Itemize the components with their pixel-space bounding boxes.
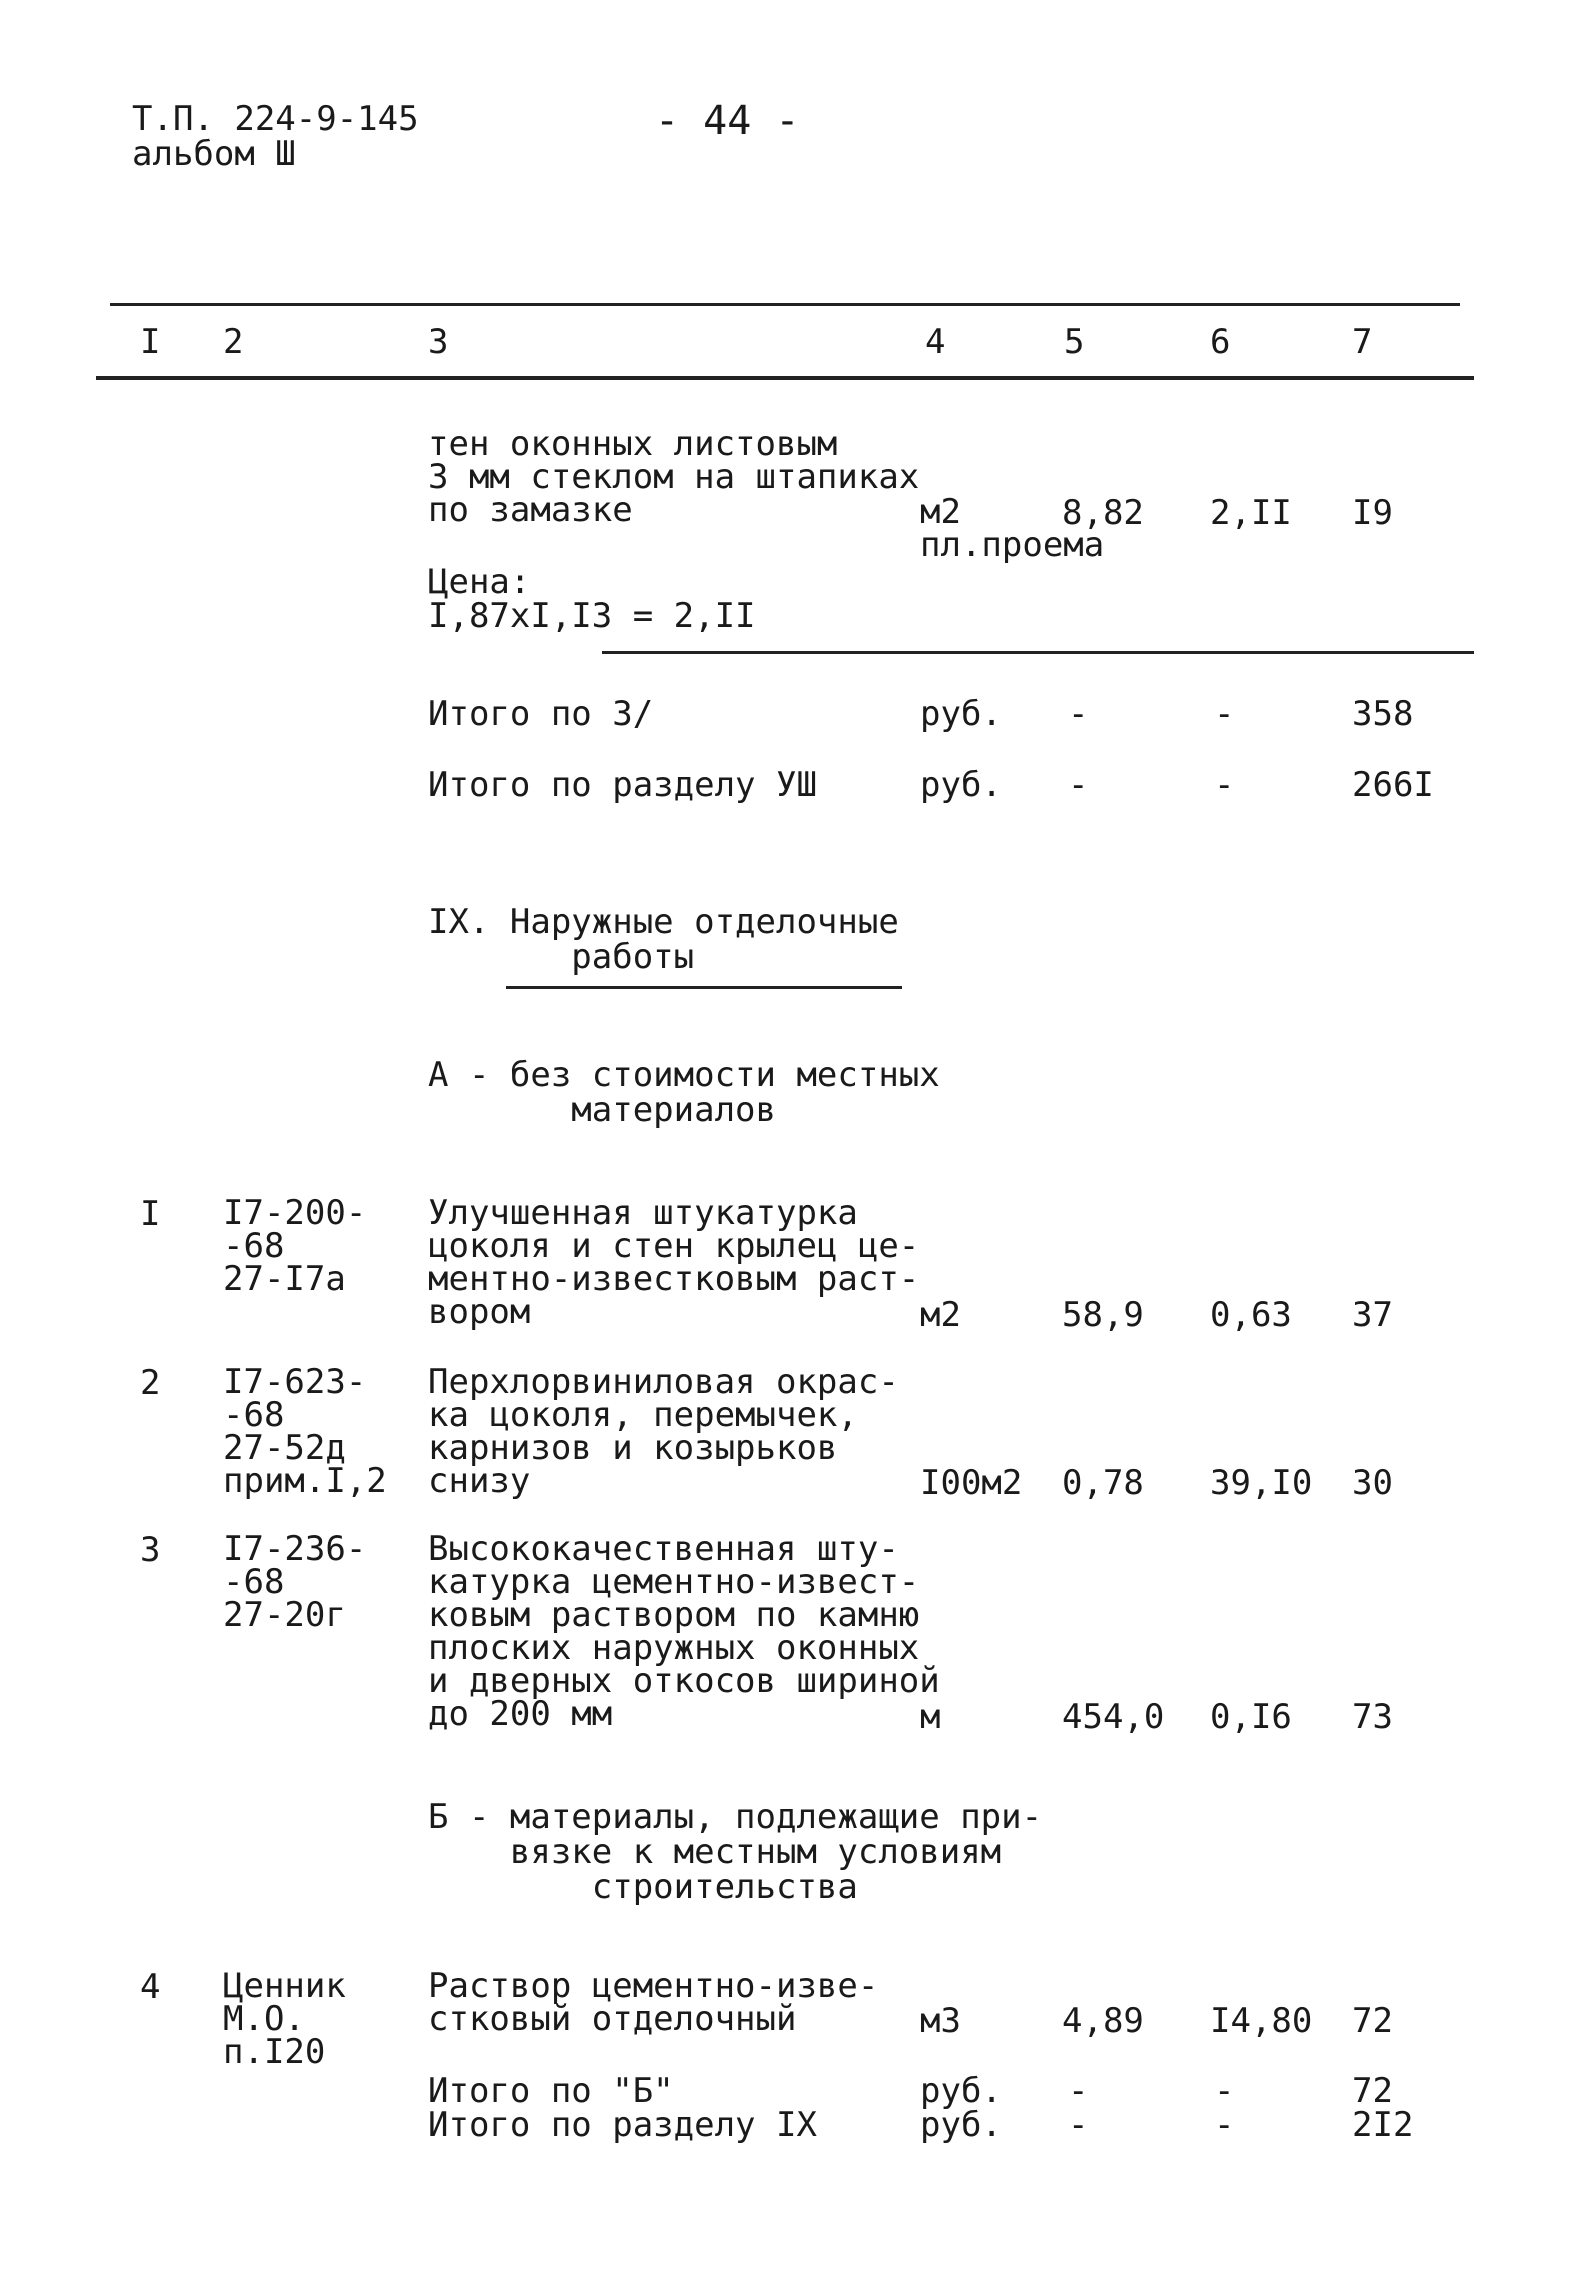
- continued-item-text: тен оконных листовым 3 мм стеклом на штапиках по замазке: [428, 424, 920, 530]
- total-section-9-label: Итого по разделу IX: [428, 2105, 817, 2145]
- row-1-code: I7-200- -68 27-I7a: [223, 1193, 367, 1299]
- row-3-text: Высококачественная шту- катурка цементно-извест- ковым раствором по камню плоских наружных оконных и дверных откосов шириной до 200 мм: [428, 1529, 940, 1734]
- column-header-2: 2: [223, 322, 244, 362]
- row-4-code: Ценник М.О. п.I20: [223, 1966, 346, 2072]
- row-3-unit: м: [920, 1697, 941, 1737]
- total-b-qty: -: [1068, 2071, 1089, 2111]
- row-4-qty: 4,89: [1062, 2001, 1144, 2041]
- album-label: альбом Ш: [132, 134, 296, 174]
- row-3-price: 0,I6: [1210, 1697, 1292, 1737]
- total-section-9-qty: -: [1068, 2105, 1089, 2145]
- total-b-unit: руб.: [920, 2071, 1002, 2111]
- total-b-price: -: [1214, 2071, 1235, 2111]
- total-3-value: 358: [1352, 694, 1414, 734]
- column-header-3: 3: [428, 322, 449, 362]
- row-3-qty: 454,0: [1062, 1697, 1165, 1737]
- total-section-8-qty: -: [1068, 765, 1089, 805]
- table-top-rule: [110, 303, 1460, 306]
- row-2-total: 30: [1352, 1463, 1393, 1503]
- continued-item-total: I9: [1352, 493, 1393, 533]
- column-header-7: 7: [1352, 322, 1373, 362]
- row-2-text: Перхлорвиниловая окрас- ка цоколя, перемычек, карнизов и козырьков снизу: [428, 1362, 899, 1501]
- column-header-4: 4: [925, 322, 946, 362]
- total-section-8-value: 266I: [1352, 765, 1434, 805]
- total-3-price: -: [1214, 694, 1235, 734]
- total-b-value: 72: [1352, 2071, 1393, 2111]
- row-2-unit: I00м2: [920, 1463, 1023, 1503]
- column-header-5: 5: [1064, 322, 1085, 362]
- page-number: - 44 -: [655, 98, 800, 144]
- row-1-text: Улучшенная штукатурка цоколя и стен крылец це- ментно-известковым раст- вором: [428, 1193, 920, 1332]
- total-section-8-label: Итого по разделу УШ: [428, 765, 817, 805]
- row-1-number: I: [140, 1194, 161, 1234]
- row-4-number: 4: [140, 1967, 161, 2007]
- total-3-qty: -: [1068, 694, 1089, 734]
- column-header-1: I: [140, 322, 161, 362]
- total-section-8-price: -: [1214, 765, 1235, 805]
- section-title-underline: [506, 986, 902, 989]
- total-3-unit: руб.: [920, 694, 1002, 734]
- row-2-code: I7-623- -68 27-52д прим.I,2: [223, 1362, 387, 1501]
- total-section-8-unit: руб.: [920, 765, 1002, 805]
- section-title: IX. Наружные отделочные работы: [428, 902, 899, 977]
- document-reference: Т.П. 224-9-145: [132, 99, 419, 139]
- subsection-b-title: Б - материалы, подлежащие при- вязке к местным условиям строительства: [428, 1797, 1043, 1907]
- total-3-label: Итого по 3/: [428, 694, 654, 734]
- row-1-price: 0,63: [1210, 1295, 1292, 1335]
- table-header-rule: [96, 376, 1474, 380]
- price-formula: I,87xI,I3 = 2,II: [428, 596, 756, 636]
- row-4-price: I4,80: [1210, 2001, 1313, 2041]
- row-4-text: Раствор цементно-изве- стковый отделочный: [428, 1966, 879, 2039]
- subsection-a-title: А - без стоимости местных материалов: [428, 1055, 940, 1130]
- row-3-total: 73: [1352, 1697, 1393, 1737]
- total-section-9-value: 2I2: [1352, 2105, 1414, 2145]
- row-4-unit: м3: [920, 2001, 961, 2041]
- row-1-total: 37: [1352, 1295, 1393, 1335]
- row-2-qty: 0,78: [1062, 1463, 1144, 1503]
- row-2-price: 39,I0: [1210, 1463, 1313, 1503]
- continued-item-unit: м2 пл.проема: [920, 492, 1105, 565]
- row-2-number: 2: [140, 1363, 161, 1403]
- column-header-6: 6: [1210, 322, 1231, 362]
- total-section-9-price: -: [1214, 2105, 1235, 2145]
- total-b-label: Итого по "Б": [428, 2071, 674, 2111]
- row-1-unit: м2: [920, 1295, 961, 1335]
- row-4-total: 72: [1352, 2001, 1393, 2041]
- continued-item-price: 2,II: [1210, 493, 1292, 533]
- subtotal-rule: [602, 651, 1474, 654]
- row-1-qty: 58,9: [1062, 1295, 1144, 1335]
- continued-item-qty: 8,82: [1062, 493, 1144, 533]
- price-label: Цена:: [428, 562, 531, 602]
- row-3-code: I7-236- -68 27-20г: [223, 1529, 367, 1635]
- total-section-9-unit: руб.: [920, 2105, 1002, 2145]
- row-3-number: 3: [140, 1530, 161, 1570]
